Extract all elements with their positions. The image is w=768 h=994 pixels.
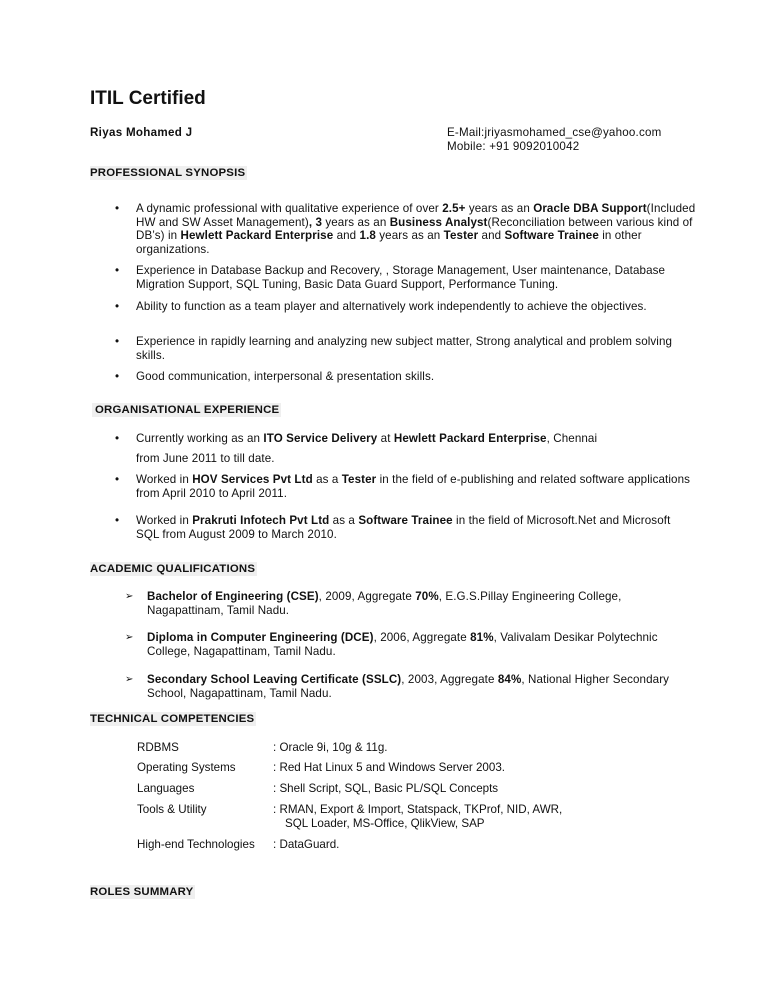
tech-label: Tools & Utility bbox=[137, 803, 207, 816]
academic-item bbox=[125, 590, 692, 617]
text-segment: Experience in rapidly learning and analyzing new subject matter, Strong analytical and problem solving skills. bbox=[136, 335, 673, 362]
bold-text: Oracle DBA Support bbox=[533, 202, 647, 215]
item-text bbox=[136, 300, 647, 313]
bold-text: 1.8 bbox=[359, 229, 376, 243]
text-segment: Ability to function as a team player and alternatively work independently to achieve the objectives. bbox=[136, 300, 647, 313]
text-segment: (Included HW and SW Asset Management) bbox=[136, 202, 696, 229]
synopsis-item bbox=[115, 264, 696, 291]
item-text bbox=[136, 432, 597, 445]
arrow-bullet-icon: ➢ bbox=[125, 632, 134, 643]
bold-text: Tester bbox=[341, 473, 377, 486]
text-segment: as a bbox=[329, 514, 359, 527]
bold-text: HOV Services Pvt Ltd bbox=[192, 473, 313, 486]
bold-text: 81% bbox=[470, 631, 494, 644]
bullet-icon: • bbox=[115, 202, 120, 215]
text-segment: as a bbox=[312, 473, 342, 486]
heading-roles-summary: ROLES SUMMARY bbox=[90, 886, 194, 898]
bullet-icon: • bbox=[115, 514, 120, 527]
text-segment: years as an bbox=[322, 215, 390, 229]
experience-item-continuation: from June 2011 to till date. bbox=[136, 452, 275, 465]
bold-text: Software Trainee bbox=[358, 514, 453, 527]
tech-label: RDBMS bbox=[137, 741, 179, 754]
bold-text: Bachelor of Engineering (CSE) bbox=[147, 590, 319, 603]
text-segment: , 2009, Aggregate bbox=[318, 590, 416, 603]
bold-text: Hewlett Packard Enterprise bbox=[393, 432, 547, 445]
heading-technical-competencies: TECHNICAL COMPETENCIES bbox=[90, 713, 255, 725]
item-text bbox=[136, 264, 665, 291]
experience-item bbox=[115, 432, 736, 446]
text-segment: Worked in bbox=[136, 473, 193, 486]
text-segment: , Chennai bbox=[546, 432, 598, 445]
synopsis-item bbox=[115, 300, 696, 314]
tech-label: High-end Technologies bbox=[137, 838, 255, 851]
arrow-bullet-icon: ➢ bbox=[125, 674, 134, 685]
text-segment: in the field of Microsoft.Net and Microsoft SQL from August 2009 to March 2010. bbox=[136, 514, 671, 541]
document-title: ITIL Certified bbox=[90, 88, 206, 109]
bold-text: 70% bbox=[415, 590, 439, 603]
mobile: Mobile: +91 9092010042 bbox=[447, 140, 580, 153]
tech-value: : Red Hat Linux 5 and Windows Server 2003. bbox=[273, 761, 505, 774]
bullet-icon: • bbox=[115, 473, 120, 486]
bold-text: Prakruti Infotech Pvt Ltd bbox=[192, 514, 330, 527]
bold-text: 2.5+ bbox=[442, 202, 466, 215]
item-text bbox=[147, 631, 658, 658]
tech-label: Operating Systems bbox=[137, 761, 236, 774]
bold-text: Diploma in Computer Engineering (DCE) bbox=[147, 631, 374, 644]
bullet-icon: • bbox=[115, 264, 120, 277]
experience-item bbox=[115, 473, 716, 500]
bullet-icon: • bbox=[115, 300, 120, 313]
bold-text: ITO Service Delivery bbox=[263, 432, 378, 445]
bold-text: , 3 bbox=[308, 215, 323, 229]
synopsis-item bbox=[115, 335, 696, 362]
item-text bbox=[136, 202, 695, 256]
bold-text: Business Analyst bbox=[389, 215, 488, 229]
item-text bbox=[136, 473, 690, 500]
text-segment: Worked in bbox=[136, 514, 193, 527]
heading-organisational-experience: ORGANISATIONAL EXPERIENCE bbox=[92, 403, 281, 417]
text-segment: A dynamic professional with qualitative experience of over bbox=[136, 202, 443, 215]
tech-value: : RMAN, Export & Import, Statspack, TKProf, NID, AWR, bbox=[273, 803, 563, 816]
bullet-icon: • bbox=[115, 335, 120, 348]
item-text bbox=[136, 370, 434, 383]
academic-item bbox=[125, 673, 692, 700]
item-text bbox=[147, 673, 669, 700]
contact-info bbox=[447, 126, 661, 154]
item-text bbox=[136, 335, 672, 362]
heading-academic-qualifications: ACADEMIC QUALIFICATIONS bbox=[90, 563, 256, 575]
tech-value: : Shell Script, SQL, Basic PL/SQL Concepts bbox=[273, 782, 499, 795]
bold-text: Hewlett Packard Enterprise bbox=[180, 229, 334, 243]
candidate-name: Riyas Mohamed J bbox=[90, 126, 193, 139]
bullet-icon: • bbox=[115, 432, 120, 445]
bold-text: Secondary School Leaving Certificate (SSLC) bbox=[147, 673, 402, 686]
synopsis-item bbox=[115, 370, 696, 384]
synopsis-item bbox=[115, 202, 696, 257]
text-segment: and bbox=[478, 229, 505, 243]
text-segment: (Reconciliation between various kind of DB’s) in bbox=[136, 215, 693, 243]
text-segment: , Valivalam Desikar Polytechnic College, Nagapattinam, Tamil Nadu. bbox=[147, 631, 658, 658]
item-text bbox=[136, 514, 670, 541]
bold-text: Tester bbox=[443, 229, 479, 243]
text-segment: , 2003, Aggregate bbox=[401, 673, 498, 686]
text-segment: at bbox=[377, 432, 394, 445]
text-segment: Experience in Database Backup and Recovery, , Storage Management, User maintenance, Database Migration Support, SQL Tuning, Basic Data Guard Support, Performance Tuning. bbox=[136, 264, 666, 291]
text-segment: Currently working as an bbox=[136, 432, 264, 445]
email: E-Mail:jriyasmohamed_cse@yahoo.com bbox=[447, 126, 662, 139]
bold-text: 84% bbox=[497, 673, 522, 686]
text-segment: years as an bbox=[465, 202, 534, 215]
item-text bbox=[147, 590, 621, 617]
text-segment: , E.G.S.Pillay Engineering College, Nagapattinam, Tamil Nadu. bbox=[147, 590, 622, 617]
bullet-icon: • bbox=[115, 370, 120, 383]
text-segment: , National Higher Secondary School, Nagapattinam, Tamil Nadu. bbox=[147, 673, 670, 700]
bold-text: Software Trainee bbox=[504, 229, 599, 243]
text-segment: Good communication, interpersonal & presentation skills. bbox=[136, 370, 435, 383]
tech-value-continuation: SQL Loader, MS-Office, QlikView, SAP bbox=[285, 817, 485, 830]
academic-item bbox=[125, 631, 692, 658]
text-segment: and bbox=[333, 229, 360, 243]
text-segment: years as an bbox=[375, 229, 444, 243]
arrow-bullet-icon: ➢ bbox=[125, 591, 134, 602]
tech-label: Languages bbox=[137, 782, 195, 795]
text-segment: in the field of e-publishing and related software applications from April 2010 to April 2011. bbox=[136, 473, 691, 500]
text-segment: in other organizations. bbox=[136, 229, 642, 257]
text-segment: , 2006, Aggregate bbox=[373, 631, 471, 644]
experience-item bbox=[115, 514, 696, 541]
tech-value: : DataGuard. bbox=[273, 838, 340, 851]
tech-value: : Oracle 9i, 10g & 11g. bbox=[273, 741, 388, 754]
heading-professional-synopsis: PROFESSIONAL SYNOPSIS bbox=[90, 167, 246, 179]
